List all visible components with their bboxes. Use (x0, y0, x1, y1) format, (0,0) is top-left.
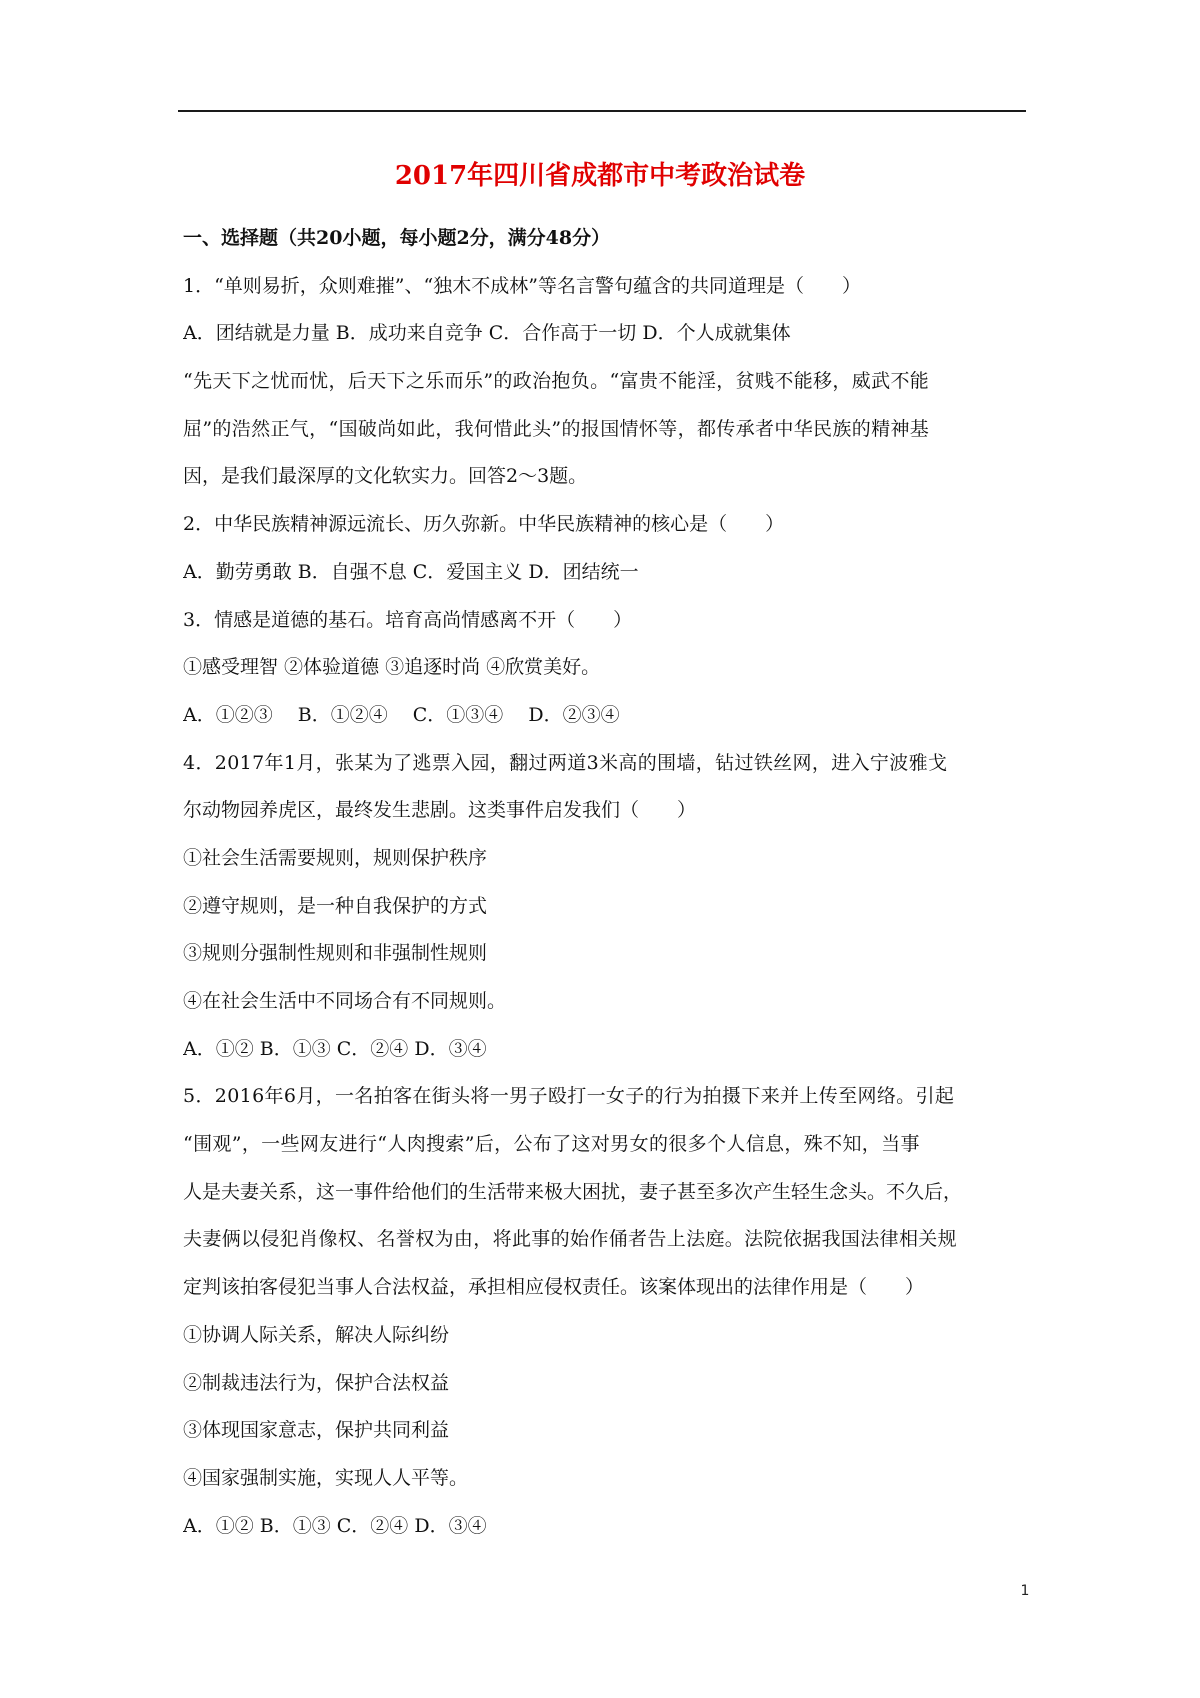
question-3-options: A．①②③ B．①②④ C．①③④ D．②③④ (183, 703, 620, 726)
question-5-stem: 5．2016年6月，一名拍客在街头将一男子殴打一女子的行为拍摄下来并上传至网络。引起 (183, 1085, 955, 1108)
question-5-stem: 人是夫妻关系，这一事件给他们的生活带来极大困扰，妻子甚至多次产生轻生念头。不久后， (183, 1180, 963, 1203)
question-3-items: ①感受理智 ②体验道德 ③追逐时尚 ④欣赏美好。 (183, 656, 601, 679)
question-1-stem: 1．“单则易折，众则难摧”、“独木不成林”等名言警句蕴含的共同道理是（ ） (183, 274, 861, 297)
question-4-item: ③规则分强制性规则和非强制性规则 (183, 942, 488, 965)
question-5-item: ②制裁违法行为，保护合法权益 (183, 1371, 450, 1394)
section-heading: 一、选择题（共20小题，每小题2分，满分48分） (183, 227, 611, 249)
passage-line: “先天下之忧而忧，后天下之乐而乐”的政治抱负。“富贵不能淫，贫贱不能移，威武不能 (183, 370, 930, 393)
question-2-options: A．勤劳勇敢 B．自强不息 C．爱国主义 D．团结统一 (183, 560, 639, 583)
question-3-stem: 3．情感是道德的基石。培育高尚情感离不开（ ） (183, 608, 633, 631)
question-body (183, 215, 1028, 1550)
question-1-options: A．团结就是力量 B．成功来自竞争 C．合作高于一切 D．个人成就集体 (183, 322, 791, 345)
question-4-item: ①社会生活需要规则，规则保护秩序 (183, 846, 488, 869)
question-4-stem: 4．2017年1月，张某为了逃票入园，翻过两道3米高的围墙，钻过铁丝网，进入宁波雅戈 (183, 751, 948, 774)
question-5-item: ④国家强制实施，实现人人平等。 (183, 1466, 469, 1489)
page-number: 1 (1020, 1583, 1030, 1599)
question-4-item: ②遵守规则，是一种自我保护的方式 (183, 894, 488, 917)
question-4-stem: 尔动物园养虎区，最终发生悲剧。这类事件启发我们（ ） (183, 799, 697, 822)
passage-line: 屈”的浩然正气，“国破尚如此，我何惜此头”的报国情怀等，都传承者中华民族的精神基 (183, 417, 930, 440)
question-5-item: ①协调人际关系，解决人际纠纷 (183, 1323, 450, 1346)
document-title: 2017年四川省成都市中考政治试卷 (394, 161, 806, 191)
question-5-stem: 夫妻俩以侵犯肖像权、名誉权为由，将此事的始作俑者告上法庭。法院依据我国法律相关规 (183, 1228, 958, 1251)
header-rule (178, 110, 1026, 112)
question-4-options: A．①② B．①③ C．②④ D．③④ (183, 1037, 487, 1060)
question-2-stem: 2．中华民族精神源远流长、历久弥新。中华民族精神的核心是（ ） (183, 513, 785, 536)
question-5-item: ③体现国家意志，保护共同利益 (183, 1419, 450, 1442)
question-5-options: A．①② B．①③ C．②④ D．③④ (183, 1514, 487, 1537)
question-5-stem: “围观”，一些网友进行“人肉搜索”后，公布了这对男女的很多个人信息，殊不知，当事 (183, 1133, 920, 1156)
question-4-item: ④在社会生活中不同场合有不同规则。 (183, 990, 507, 1012)
question-5-stem: 定判该拍客侵犯当事人合法权益，承担相应侵权责任。该案体现出的法律作用是（ ） (183, 1276, 925, 1299)
passage-line: 因，是我们最深厚的文化软实力。回答2～3题。 (183, 465, 588, 488)
